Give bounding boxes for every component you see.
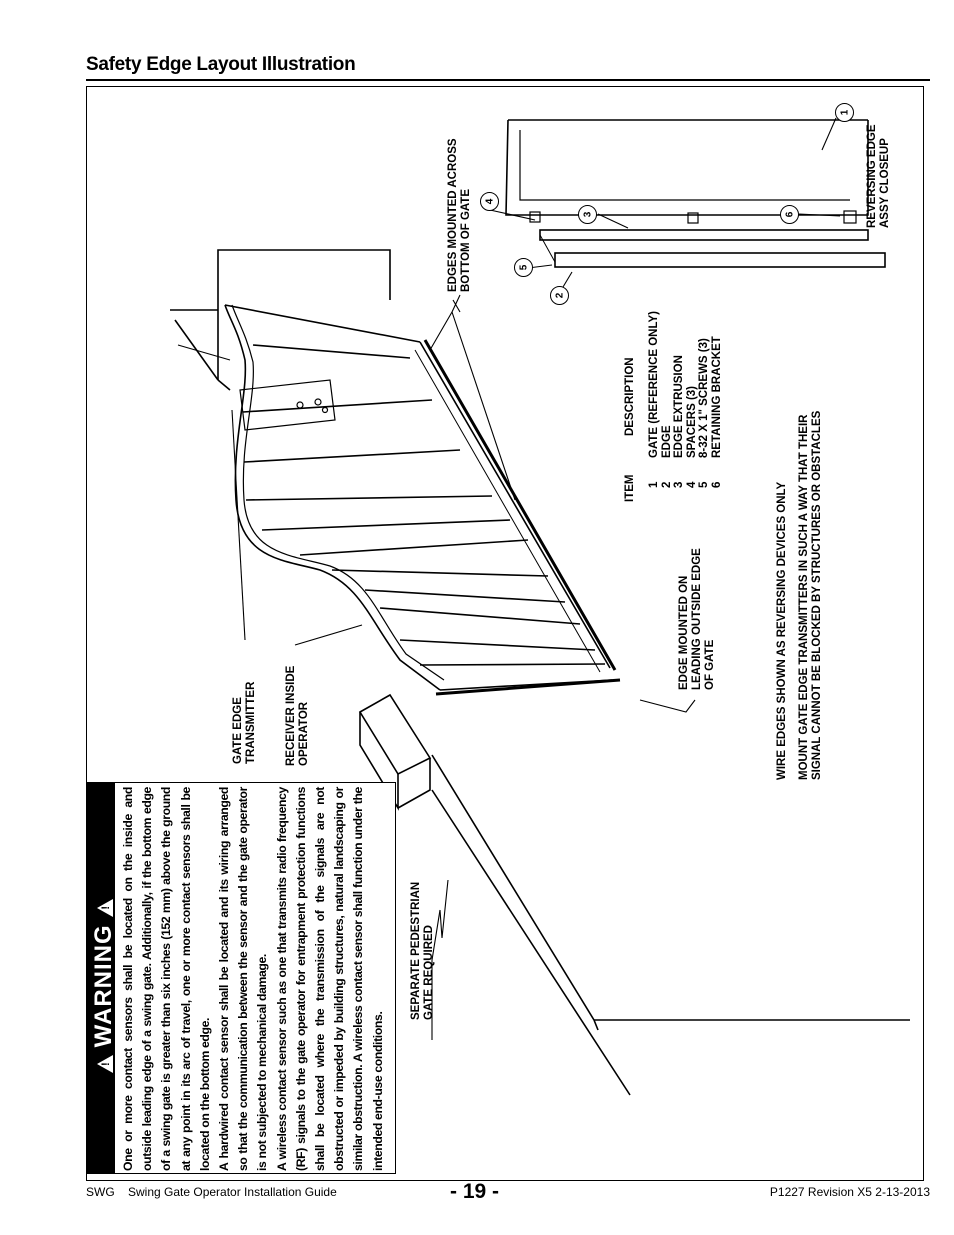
reversing-edge-line-1: REVERSING EDGE xyxy=(866,124,878,228)
receiver-label xyxy=(285,666,311,766)
operator-post xyxy=(170,250,390,390)
page-number: - 19 - xyxy=(450,1180,500,1203)
footer-right: P1227 Revision X5 2-13-2013 xyxy=(769,1185,930,1199)
receiver-line-1: RECEIVER INSIDE xyxy=(285,665,297,766)
gate-edge-tx-line-1: GATE EDGE xyxy=(232,697,244,764)
closeup-edge xyxy=(540,230,885,267)
callout-2-text: 2 xyxy=(554,292,565,299)
gate-frame xyxy=(225,305,620,694)
warning-box xyxy=(86,782,396,1174)
legend-descriptions xyxy=(648,311,723,458)
edges-bottom-line-2: BOTTOM OF GATE xyxy=(460,188,472,292)
legend-desc-1: GATE (REFERENCE ONLY) xyxy=(648,311,660,458)
mount-note-line-1: MOUNT GATE EDGE TRANSMITTERS IN SUCH A WAY THAT THEIR xyxy=(798,414,810,780)
section-title: Safety Edge Layout Illustration xyxy=(86,54,356,75)
warning-paragraph-3: A wireless contact sensor such as one that transmits radio frequency (RF) signals to the gate operator for entrapment protection functions shall be located where the transmission of the signals are not obstructed or impeded by building structures, natural landscaping or similar obstruction. A wireless contact sensor shall function under the intended end-use conditions. xyxy=(274,787,385,1171)
edge-leading-label xyxy=(678,548,717,690)
separate-gate-line-1: SEPARATE PEDESTRIAN xyxy=(410,881,422,1020)
warning-triangle-icon-2: ! xyxy=(97,899,113,917)
warning-title xyxy=(90,899,118,1073)
callout-3 xyxy=(578,205,597,224)
legend-item-4: 4 xyxy=(685,481,698,488)
callout-5-text: 5 xyxy=(518,264,529,271)
separate-gate-label xyxy=(410,882,436,1020)
mount-note xyxy=(798,411,824,780)
callout-2 xyxy=(550,286,569,305)
mount-note-line-2: SIGNAL CANNOT BE BLOCKED BY STRUCTURES OR OBSTACLES xyxy=(811,410,823,780)
callout-1-text: 1 xyxy=(839,109,850,116)
warning-triangle-icon: ! xyxy=(97,1055,113,1073)
legend-item-3: 3 xyxy=(673,481,685,488)
edge-leading-line-3: OF GATE xyxy=(704,639,716,690)
edge-leading-line-2: LEADING OUTSIDE EDGE xyxy=(691,548,703,690)
legend-desc-2: EDGE xyxy=(660,425,673,458)
legend-item-header: ITEM xyxy=(624,474,636,502)
legend-items xyxy=(648,482,723,488)
legend-desc-4: SPACERS (3) xyxy=(685,386,698,458)
wire-edges-note: WIRE EDGES SHOWN AS REVERSING DEVICES ONLY xyxy=(776,481,788,780)
gate-edge-tx-line-2: TRANSMITTER xyxy=(245,681,257,764)
footer-left: SWG Swing Gate Operator Installation Guide xyxy=(86,1185,337,1199)
warning-body xyxy=(119,787,391,1171)
callout-6-text: 6 xyxy=(784,211,795,218)
legend-item-6: 6 xyxy=(710,481,723,488)
legend-desc-6: RETAINING BRACKET xyxy=(710,336,723,458)
edges-bottom-label xyxy=(447,138,473,292)
warning-paragraph-2: A hardwired contact sensor shall be located and its wiring arranged so that the communication between the sensor and the gate operator is not subjected to mechanical damage. xyxy=(217,787,270,1171)
legend-desc-header: DESCRIPTION xyxy=(624,357,636,436)
edge-leading-line-1: EDGE MOUNTED ON xyxy=(678,575,690,690)
legend-item-1: 1 xyxy=(648,481,660,488)
closeup-gate xyxy=(506,120,868,215)
edges-bottom-line-1: EDGES MOUNTED ACROSS xyxy=(447,138,459,292)
reversing-edge-line-2: ASSY CLOSEUP xyxy=(879,138,891,228)
fence xyxy=(432,755,910,1095)
separate-gate-line-2: GATE REQUIRED xyxy=(423,925,435,1020)
callout-6 xyxy=(780,205,799,224)
gate-edge-transmitter-label xyxy=(232,682,258,764)
legend-item-2: 2 xyxy=(660,481,673,488)
receiver-line-2: OPERATOR xyxy=(298,701,310,766)
legend-item-5: 5 xyxy=(698,481,710,488)
callout-1 xyxy=(835,103,854,122)
reversing-edge-label xyxy=(866,124,892,228)
callout-4-text: 4 xyxy=(484,198,495,205)
legend-desc-5: 8-32 X 1" SCREWS (3) xyxy=(698,338,710,458)
callout-5 xyxy=(514,258,533,277)
callout-3-text: 3 xyxy=(582,211,593,218)
callout-4 xyxy=(480,192,499,211)
warning-title-text: WARNING xyxy=(90,924,117,1048)
warning-paragraph-1: One or more contact sensors shall be located on the inside and outside leading edge of a swing gate. Additionally, if the bottom edge of a swing gate is greater than six inches (152 mm) above the ground at any point in its arc of travel, one or more contact sensors shall be located on the bottom edge. xyxy=(121,787,212,1171)
legend-desc-3: EDGE EXTRUSION xyxy=(673,355,685,458)
operator-box xyxy=(240,380,335,430)
